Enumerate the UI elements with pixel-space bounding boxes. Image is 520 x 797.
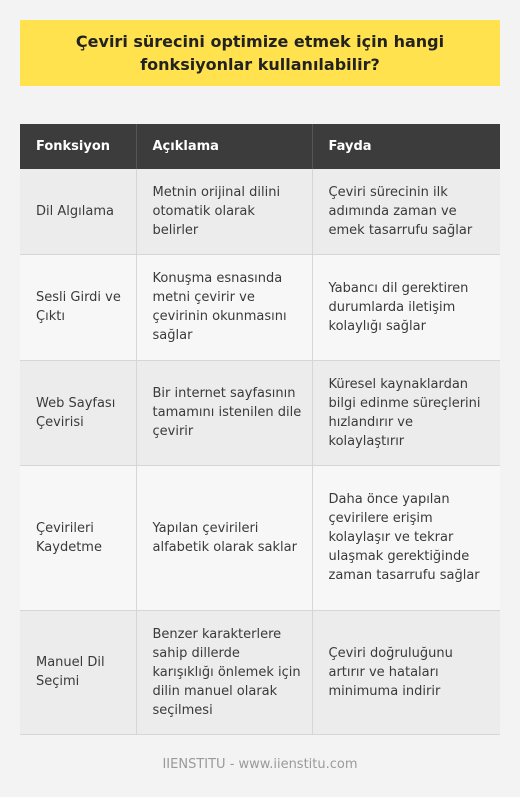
cell-aciklama: Benzer karakterlere sahip dillerde karışıklığı önlemek için dilin manuel olarak seçilmesi — [136, 610, 312, 734]
cell-fayda: Daha önce yapılan çevirilere erişim kolaylaşır ve tekrar ulaşmak gerektiğinde zaman tasarrufu sağlar — [312, 465, 500, 610]
header-fonksiyon: Fonksiyon — [20, 124, 136, 169]
functions-table — [20, 124, 500, 735]
cell-aciklama: Bir internet sayfasının tamamını istenilen dile çevirir — [136, 360, 312, 465]
cell-fonksiyon: Manuel Dil Seçimi — [20, 610, 136, 734]
cell-fayda: Küresel kaynaklardan bilgi edinme süreçlerini hızlandırır ve kolaylaştırır — [312, 360, 500, 465]
cell-aciklama: Yapılan çevirileri alfabetik olarak saklar — [136, 465, 312, 610]
footer-credit: IIENSTITU - www.iienstitu.com — [162, 757, 358, 772]
cell-fonksiyon: Web Sayfası Çevirisi — [20, 360, 136, 465]
cell-fayda: Yabancı dil gerektiren durumlarda iletişim kolaylığı sağlar — [312, 254, 500, 360]
cell-fayda: Çeviri sürecinin ilk adımında zaman ve emek tasarrufu sağlar — [312, 169, 500, 254]
table-header-row — [20, 124, 500, 169]
title-banner — [20, 20, 500, 86]
table-row — [20, 169, 500, 254]
table-row — [20, 610, 500, 734]
cell-fonksiyon: Sesli Girdi ve Çıktı — [20, 254, 136, 360]
header-aciklama: Açıklama — [136, 124, 312, 169]
cell-aciklama: Konuşma esnasında metni çevirir ve çevirinin okunmasını sağlar — [136, 254, 312, 360]
cell-aciklama: Metnin orijinal dilini otomatik olarak belirler — [136, 169, 312, 254]
cell-fonksiyon: Çevirileri Kaydetme — [20, 465, 136, 610]
table-row — [20, 465, 500, 610]
page-title: Çeviri sürecini optimize etmek için hangi fonksiyonlar kullanılabilir? — [75, 32, 445, 74]
table-row — [20, 254, 500, 360]
table-row — [20, 360, 500, 465]
cell-fayda: Çeviri doğruluğunu artırır ve hataları minimuma indirir — [312, 610, 500, 734]
header-fayda: Fayda — [312, 124, 500, 169]
cell-fonksiyon: Dil Algılama — [20, 169, 136, 254]
